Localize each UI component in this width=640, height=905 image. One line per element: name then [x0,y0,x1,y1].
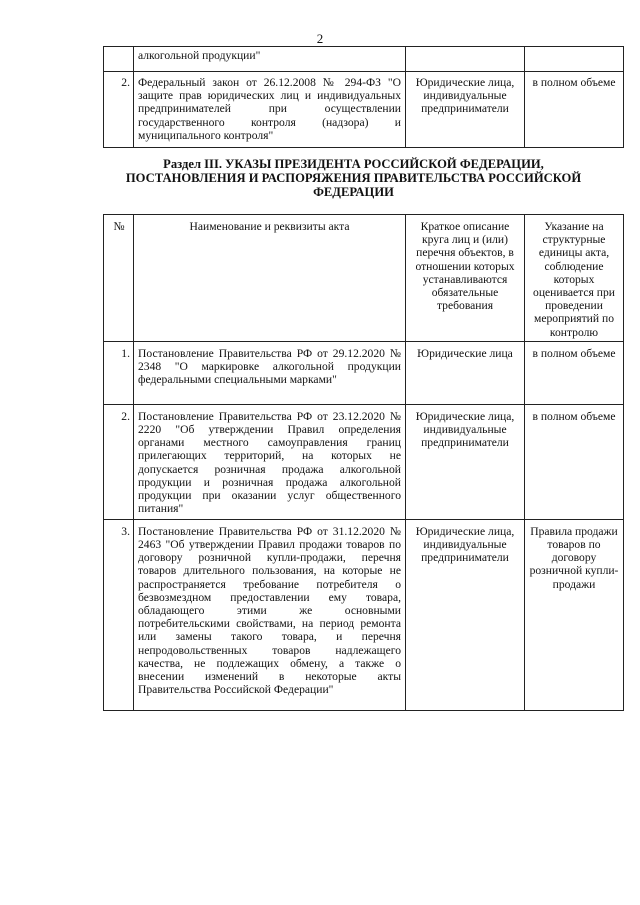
table-row [104,404,624,519]
subjects-description: Юридические лица, индивидуальные предприниматели [406,519,525,710]
table-federal-laws-continued [103,46,624,148]
subjects-description: Юридические лица [406,341,525,404]
header-subjects-description: Краткое описание круга лиц и (или) перечня объектов, в отношении которых устанавливаются обязательные требования [406,215,525,342]
table-row [104,72,624,148]
structural-units: в полном объеме [525,72,624,148]
act-name: алкогольной продукции" [134,47,406,72]
subjects-description [406,47,525,72]
section-title: Раздел III. УКАЗЫ ПРЕЗИДЕНТА РОССИЙСКОЙ ФЕДЕРАЦИИ, ПОСТАНОВЛЕНИЯ И РАСПОРЯЖЕНИЯ ПРАВИТЕЛЬСТВА РОССИЙСКОЙ ФЕДЕРАЦИИ [125,157,582,199]
act-name: Постановление Правительства РФ от 23.12.2020 № 2220 "Об утверждении Правил определения органами местного самоуправления границ прилегающих территорий, на которых не допускается розничная продажа алкогольной продукции и розничная продажа алкогольной продукции при оказании услуг общественного питания" [134,404,406,519]
header-act-name: Наименование и реквизиты акта [134,215,406,342]
structural-units: в полном объеме [525,404,624,519]
header-number: № [104,215,134,342]
table-row [104,47,624,72]
structural-units: в полном объеме [525,341,624,404]
table-header-row [104,215,624,342]
structural-units [525,47,624,72]
row-number: 2. [104,404,134,519]
row-number [104,47,134,72]
subjects-description: Юридические лица, индивидуальные предприниматели [406,404,525,519]
row-number: 1. [104,341,134,404]
subjects-description: Юридические лица, индивидуальные предприниматели [406,72,525,148]
act-name: Федеральный закон от 26.12.2008 № 294-ФЗ "О защите прав юридических лиц и индивидуальных предпринимателей при осуществлении государственного контроля (надзора) и муниципального контроля" [134,72,406,148]
page-number: 2 [316,31,324,46]
act-name: Постановление Правительства РФ от 31.12.2020 № 2463 "Об утверждении Правил продажи товаров по договору розничной купли-продажи, перечня товаров длительного пользования, на которые не распространяется требование потребителя о безвозмездном предоставлении ему товара, обладающего этими же основными потребительскими свойствами, на период ремонта или замены такого товара, и перечня непродовольственных товаров надлежащего качества, не подлежащих обмену, а также о внесении изменений в некоторые акты Правительства Российской Федерации" [134,519,406,710]
table-row [104,341,624,404]
row-number: 3. [104,519,134,710]
header-structural-units: Указание на структурные единицы акта, соблюдение которых оценивается при проведении мероприятий по контролю [525,215,624,342]
table-row [104,519,624,710]
act-name: Постановление Правительства РФ от 29.12.2020 № 2348 "О маркировке алкогольной продукции федеральными специальными марками" [134,341,406,404]
structural-units: Правила продажи товаров по договору розничной купли-продажи [525,519,624,710]
row-number: 2. [104,72,134,148]
table-government-acts [103,214,624,711]
